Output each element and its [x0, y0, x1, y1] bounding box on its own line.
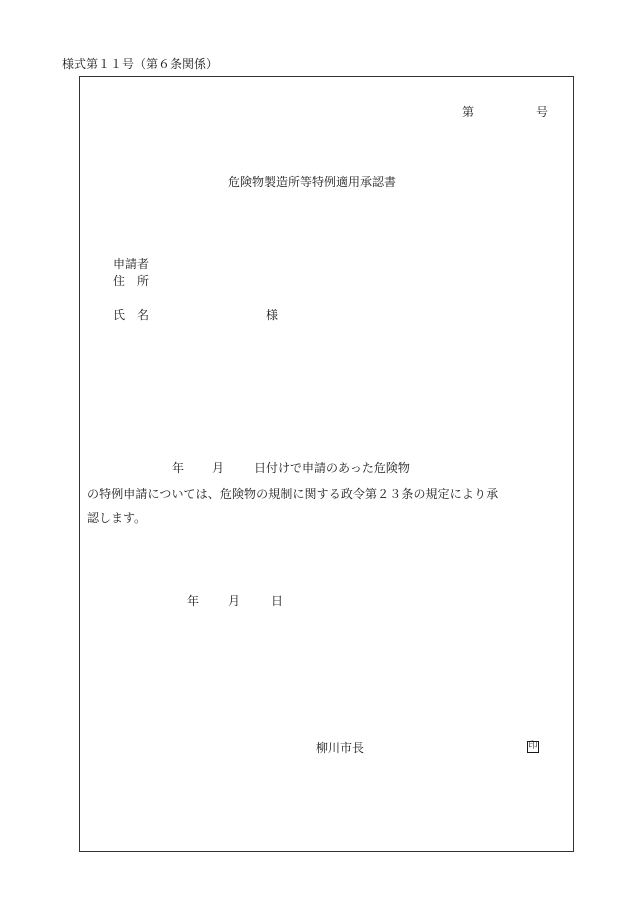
application-date-day: 日 [254, 461, 267, 475]
applicant-heading: 申請者 [113, 257, 150, 271]
body-line-2: の特例申請については、危険物の規制に関する政令第２３条の規定により承 [87, 487, 499, 501]
name-label: 氏 名 [113, 308, 150, 322]
approval-date-month: 月 [228, 594, 241, 608]
seal-char: 印 [528, 741, 538, 751]
honorific-sama: 様 [266, 308, 279, 322]
seal-stamp-icon [527, 741, 539, 753]
body-line-3: 認します。 [87, 511, 147, 525]
document-number-suffix: 号 [536, 105, 549, 119]
address-label: 住 所 [113, 274, 150, 288]
signer-title: 柳川市長 [316, 741, 365, 755]
approval-date-day: 日 [271, 594, 284, 608]
application-date-year: 年 [172, 461, 185, 475]
application-date-month: 月 [212, 461, 225, 475]
document-number-prefix: 第 [462, 105, 475, 119]
approval-date-year: 年 [187, 594, 200, 608]
form-number-label: 様式第１１号（第６条関係） [62, 57, 219, 71]
document-title: 危険物製造所等特例適用承認書 [228, 175, 397, 189]
body-line-1: 付けで申請のあった危険物 [266, 461, 410, 475]
